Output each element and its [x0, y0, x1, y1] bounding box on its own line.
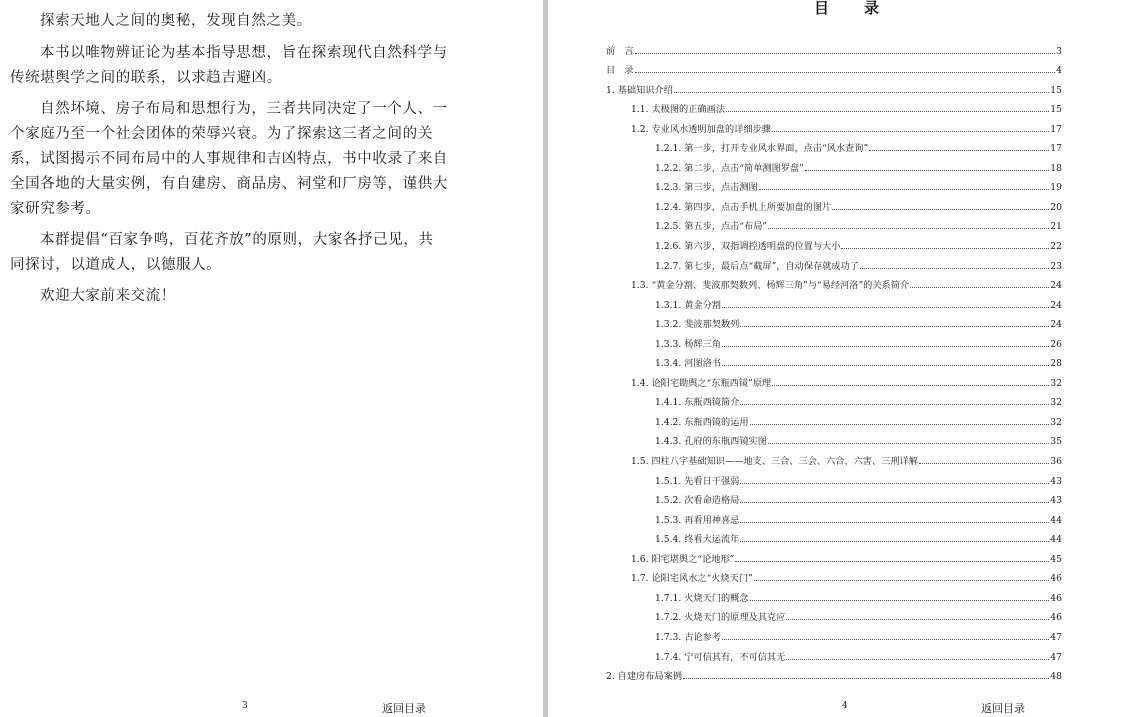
- toc-entry-page: 24: [1050, 280, 1062, 292]
- toc-entry[interactable]: [606, 272, 1062, 292]
- toc-entry[interactable]: [606, 369, 1062, 389]
- toc-leader-dots: [740, 482, 1049, 484]
- toc-leader-dots: [772, 130, 1049, 132]
- toc-entry-page: 47: [1050, 631, 1062, 643]
- toc-entry-page: 48: [1050, 671, 1062, 683]
- toc-entry-page: 17: [1050, 123, 1062, 135]
- toc-entry-label: 1.5.2. 次看命造格局: [655, 495, 740, 507]
- toc-entry-page: 4: [1056, 65, 1062, 77]
- toc-entry-label: 1.5. 四柱八字基础知识——地支、三合、三会、六合、六害、三刑详解: [631, 456, 918, 468]
- back-to-toc-link-left[interactable]: 返回目录: [382, 702, 426, 715]
- toc-leader-dots: [754, 579, 1050, 581]
- preface-paragraph: [10, 228, 470, 278]
- toc-leader-dots: [683, 677, 1049, 679]
- toc-entry[interactable]: [606, 252, 1062, 272]
- toc-leader-dots: [841, 247, 1049, 249]
- paragraph-line: 欢迎大家前来交流！: [40, 288, 176, 304]
- toc-entry-page: 20: [1050, 201, 1062, 213]
- toc-entry-label: 1.2.4. 第四步，点击手机上所要加盘的图片: [655, 201, 832, 213]
- toc-entry-label: 1.4.2. 东瓶西镜的运用: [655, 416, 749, 428]
- toc-entry-label: 1.3.4. 河图洛书: [655, 358, 721, 370]
- toc-leader-dots: [768, 227, 1049, 229]
- toc-entry-label: 1.7. 论阳宅风水之“火烧天门”: [631, 573, 753, 585]
- toc-entry-page: 46: [1050, 592, 1062, 604]
- toc-entry[interactable]: [606, 506, 1062, 526]
- toc-leader-dots: [786, 618, 1049, 620]
- toc-entry-label: 1.2.5. 第五步，点击“布局”: [655, 221, 768, 233]
- toc-entry[interactable]: [606, 76, 1062, 96]
- toc-entry[interactable]: [606, 330, 1062, 350]
- page-number-right: 4: [842, 701, 848, 711]
- toc-entry-label: 目 录: [606, 65, 634, 77]
- toc-leader-dots: [919, 462, 1049, 464]
- toc-entry-label: 1.5.4. 终看大运流年: [655, 534, 740, 546]
- toc-entry-page: 24: [1050, 319, 1062, 331]
- right-page: [548, 0, 1121, 717]
- paragraph-line: 同探讨，以道成人，以德服人。: [10, 257, 222, 273]
- paragraph-line: 家研究参考。: [10, 201, 101, 217]
- toc-entry[interactable]: [606, 291, 1062, 311]
- left-page: [0, 0, 543, 717]
- toc-entry-page: 21: [1050, 221, 1062, 233]
- toc-entry[interactable]: [606, 37, 1062, 57]
- toc-entry-page: 26: [1050, 338, 1062, 350]
- toc-entry-label: 1.2.3. 第三步，点击测图: [655, 182, 758, 194]
- toc-entry[interactable]: [606, 428, 1062, 448]
- toc-entry-label: 1.1. 太极图的正确画法: [631, 104, 725, 116]
- toc-entry-label: 1.4.3. 孔府的东瓶西镜实图: [655, 436, 767, 448]
- toc-entry-label: 1.2.2. 第二步，点击“简单测图罗盘”: [655, 162, 804, 174]
- paragraph-line: 全国各地的大量实例，有自建房、商品房、祠堂和厂房等，谨供大: [10, 176, 448, 192]
- toc-entry-page: 32: [1050, 377, 1062, 389]
- toc-leader-dots: [740, 540, 1049, 542]
- toc-entry-page: 19: [1050, 182, 1062, 194]
- toc-entry[interactable]: [606, 408, 1062, 428]
- toc-entry[interactable]: [606, 467, 1062, 487]
- toc-entry-label: 2. 自建房布局案例: [606, 671, 682, 683]
- toc-entry-label: 1.7.2. 火烧天门的原理及其克应: [655, 612, 786, 624]
- toc-entry-label: 1.3.3. 杨辉三角: [655, 338, 721, 350]
- toc-entry[interactable]: [606, 663, 1062, 683]
- toc-entry-page: 45: [1050, 553, 1062, 565]
- toc-leader-dots: [722, 345, 1049, 347]
- preface-paragraph: [10, 284, 470, 309]
- toc-entry-label: 1.7.4. 宁可信其有，不可信其无: [655, 651, 786, 663]
- toc-leader-dots: [722, 306, 1049, 308]
- paragraph-line: 个家庭乃至一个社会团体的荣辱兴衰。为了探索这三者之间的关: [10, 126, 433, 142]
- toc-leader-dots: [910, 286, 1049, 288]
- toc-entry-label: 1.2.6. 第六步，双指调控透明盘的位置与大小: [655, 241, 841, 253]
- toc-entry-label: 1.3.2. 斐波那契数列: [655, 319, 740, 331]
- toc-entry-label: 1.4. 论阳宅勘舆之“东瓶西镜”原理: [631, 377, 772, 389]
- toc-entry-page: 43: [1050, 495, 1062, 507]
- toc-leader-dots: [635, 71, 1056, 73]
- toc-entry-label: 1. 基础知识介绍: [606, 84, 673, 96]
- toc-entry[interactable]: [606, 350, 1062, 370]
- toc-entry[interactable]: [606, 115, 1062, 135]
- toc-entry[interactable]: [606, 213, 1062, 233]
- toc-entry[interactable]: [606, 545, 1062, 565]
- toc-leader-dots: [832, 208, 1049, 210]
- page-number-left: 3: [242, 701, 248, 711]
- toc-entry-page: 17: [1050, 143, 1062, 155]
- toc-leader-dots: [635, 52, 1056, 54]
- toc-entry-page: 32: [1050, 397, 1062, 409]
- toc-leader-dots: [740, 521, 1049, 523]
- paragraph-line: 传统堪舆学之间的联系，以求趋吉避凶。: [10, 70, 282, 86]
- toc-entry[interactable]: [606, 526, 1062, 546]
- toc-leader-dots: [772, 384, 1049, 386]
- toc-entry-page: 32: [1050, 416, 1062, 428]
- toc-entry-label: 1.7.1. 火烧天门的概念: [655, 592, 749, 604]
- toc-leader-dots: [740, 403, 1049, 405]
- toc-entry[interactable]: [606, 643, 1062, 663]
- toc-entry[interactable]: [606, 389, 1062, 409]
- toc-leader-dots: [759, 188, 1050, 190]
- toc-leader-dots: [768, 442, 1049, 444]
- toc-leader-dots: [740, 325, 1049, 327]
- toc-leader-dots: [722, 364, 1049, 366]
- toc-entry-page: 28: [1050, 358, 1062, 370]
- toc-entry-page: 44: [1050, 514, 1062, 526]
- toc-entry[interactable]: [606, 135, 1062, 155]
- preface-paragraph: [10, 41, 470, 91]
- paragraph-line: 本书以唯物辨证论为基本指导思想，旨在探索现代自然科学与: [40, 45, 448, 61]
- toc-entry-page: 46: [1050, 573, 1062, 585]
- toc-entry[interactable]: [606, 193, 1062, 213]
- paragraph-line: 本群提倡“百家争鸣，百花齐放”的原则，大家各抒己见，共: [40, 232, 434, 248]
- toc-entry[interactable]: [606, 154, 1062, 174]
- paragraph-line: 自然坏境、房子布局和思想行为，三者共同决定了一个人、一: [40, 101, 448, 117]
- toc-entry-label: 前 言: [606, 45, 634, 57]
- toc-entry[interactable]: [606, 232, 1062, 252]
- toc-entry[interactable]: [606, 623, 1062, 643]
- toc-entry-page: 15: [1050, 84, 1062, 96]
- toc-entry-label: 1.7.3. 古论参考: [655, 631, 721, 643]
- toc-leader-dots: [674, 91, 1049, 93]
- toc-entry-page: 46: [1050, 612, 1062, 624]
- toc-entry-label: 1.2.1. 第一步，打开专业风水界面，点击“风水查询”: [655, 143, 869, 155]
- toc-entry-label: 1.2. 专业风水透明加盘的详细步骤: [631, 123, 771, 135]
- toc-entry[interactable]: [606, 311, 1062, 331]
- toc-entry-page: 15: [1050, 104, 1062, 116]
- toc-entry[interactable]: [606, 565, 1062, 585]
- toc-entry-label: 1.5.3. 再看用神喜忌: [655, 514, 740, 526]
- table-of-contents: [606, 37, 1062, 682]
- toc-entry-page: 36: [1050, 456, 1062, 468]
- toc-entry-label: 1.2.7. 第七步，最后点“截屏”，自动保存就成功了: [655, 260, 859, 272]
- toc-entry[interactable]: [606, 584, 1062, 604]
- preface-paragraph: [10, 97, 470, 222]
- toc-leader-dots: [805, 169, 1049, 171]
- toc-entry[interactable]: [606, 447, 1062, 467]
- toc-leader-dots: [726, 110, 1049, 112]
- toc-entry[interactable]: [606, 174, 1062, 194]
- toc-leader-dots: [740, 501, 1049, 503]
- toc-leader-dots: [860, 267, 1049, 269]
- toc-leader-dots: [750, 599, 1050, 601]
- toc-entry-label: 1.3.1. 黄金分割: [655, 299, 721, 311]
- toc-title: 目 录: [814, 0, 890, 17]
- preface-paragraph: [10, 9, 470, 34]
- toc-leader-dots: [786, 658, 1049, 660]
- toc-entry-page: 35: [1050, 436, 1062, 448]
- toc-entry[interactable]: [606, 487, 1062, 507]
- toc-leader-dots: [722, 638, 1049, 640]
- toc-entry-page: 18: [1050, 162, 1062, 174]
- toc-leader-dots: [735, 560, 1049, 562]
- toc-entry-page: 22: [1050, 241, 1062, 253]
- toc-entry-label: 1.5.1. 先看日干强弱: [655, 475, 740, 487]
- toc-entry-page: 44: [1050, 534, 1062, 546]
- toc-entry-label: 1.3. “黄金分割、斐波那契数列、杨辉三角”与“易经河洛”的关系简介: [631, 280, 910, 292]
- toc-entry-page: 47: [1050, 651, 1062, 663]
- toc-entry[interactable]: [606, 57, 1062, 77]
- toc-leader-dots: [750, 423, 1050, 425]
- toc-entry-label: 1.4.1. 东瓶西镜简介: [655, 397, 740, 409]
- toc-entry-page: 24: [1050, 299, 1062, 311]
- toc-entry-page: 3: [1056, 45, 1062, 57]
- toc-entry-label: 1.6. 阳宅堪舆之“论地形”: [631, 553, 735, 565]
- toc-leader-dots: [869, 149, 1049, 151]
- paragraph-line: 系，试图揭示不同布局中的人事规律和吉凶特点，书中收录了来自: [10, 151, 448, 167]
- toc-entry[interactable]: [606, 96, 1062, 116]
- toc-entry[interactable]: [606, 604, 1062, 624]
- paragraph-line: 探索天地人之间的奥秘，发现自然之美。: [40, 13, 312, 29]
- back-to-toc-link-right[interactable]: 返回目录: [981, 702, 1025, 715]
- toc-entry-page: 43: [1050, 475, 1062, 487]
- toc-entry-page: 23: [1050, 260, 1062, 272]
